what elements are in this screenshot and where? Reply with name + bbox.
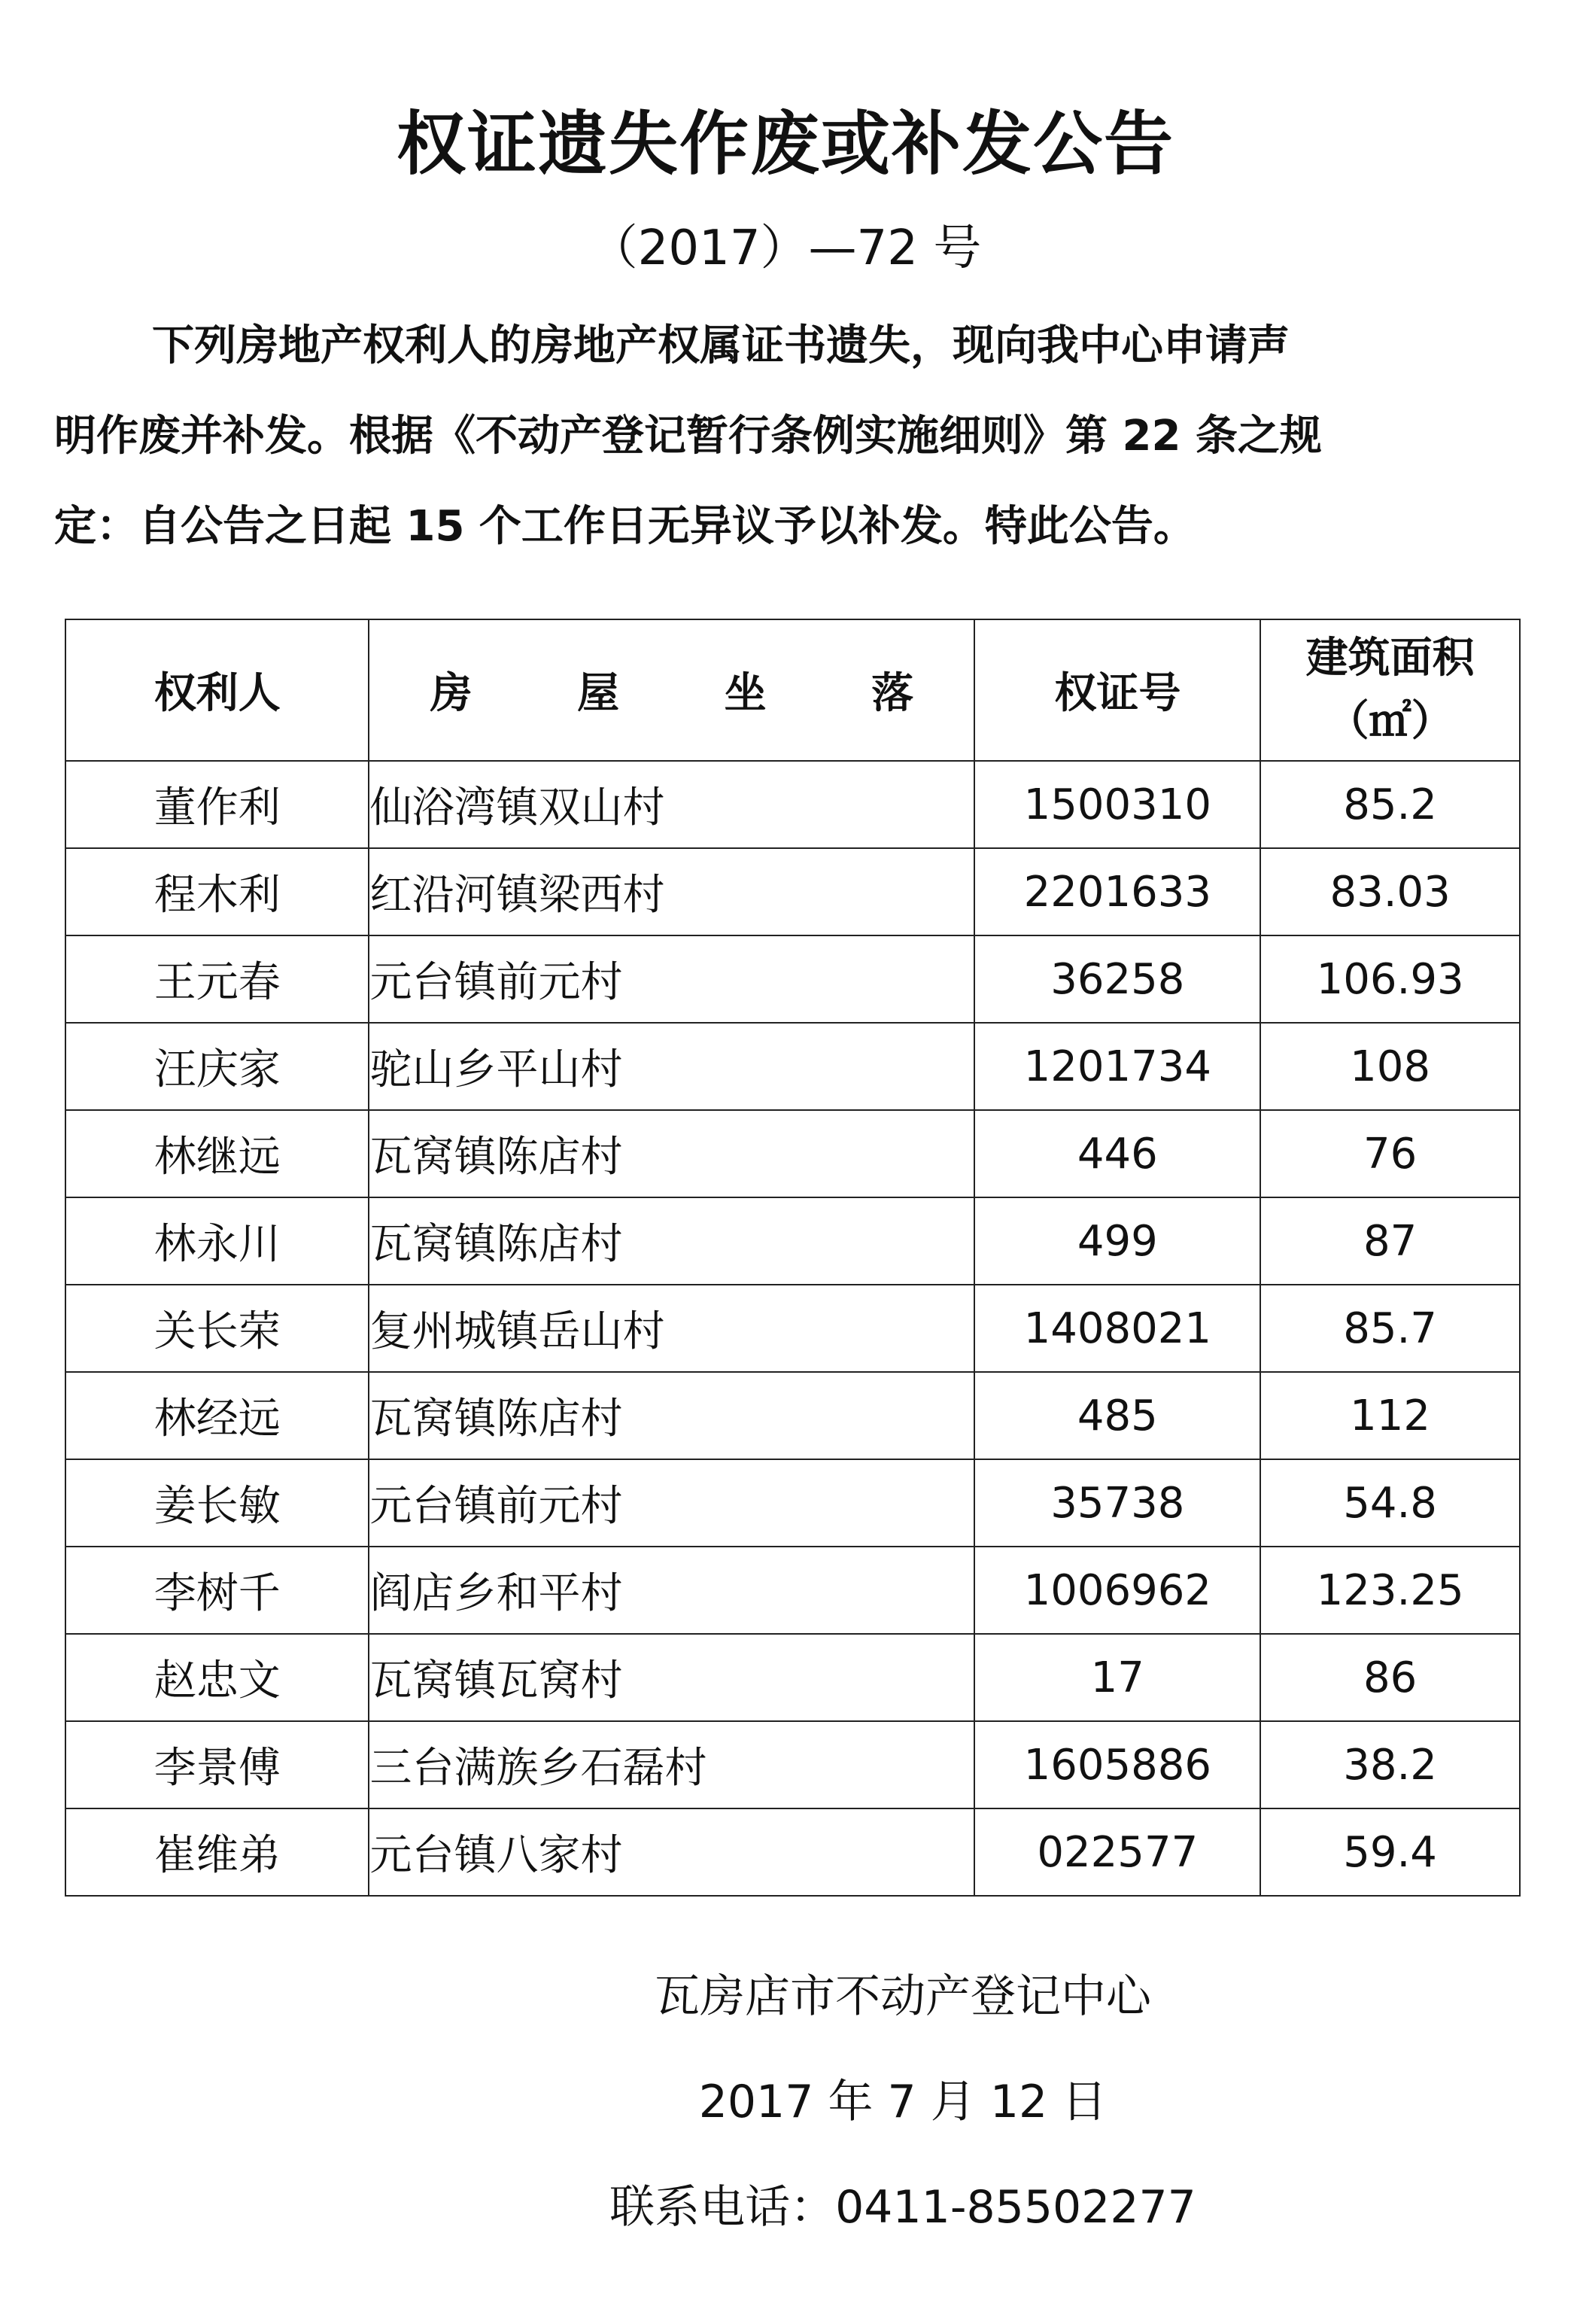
cell-cert: 36258 — [974, 935, 1260, 1023]
cell-area: 85.2 — [1260, 761, 1520, 848]
cell-owner: 王元春 — [65, 935, 369, 1023]
cell-address: 复州城镇岳山村 — [369, 1285, 974, 1372]
cell-address: 元台镇八家村 — [369, 1808, 974, 1896]
cell-address: 瓦窝镇陈店村 — [369, 1197, 974, 1285]
cell-cert: 1201734 — [974, 1023, 1260, 1110]
cell-cert: 446 — [974, 1110, 1260, 1197]
table-row — [65, 1285, 1520, 1372]
issuer-name: 瓦房店市不动产登记中心 — [655, 1970, 1151, 2023]
header-owner: 权利人 — [65, 619, 369, 761]
cell-area: 76 — [1260, 1110, 1520, 1197]
cell-owner: 关长荣 — [65, 1285, 369, 1372]
header-address-label: 房 屋 坐 落 — [430, 669, 959, 718]
cell-area: 59.4 — [1260, 1808, 1520, 1896]
intro-paragraph — [54, 301, 1529, 572]
cell-owner: 李树千 — [65, 1547, 369, 1634]
cell-cert: 1605886 — [974, 1721, 1260, 1808]
cell-address: 仙浴湾镇双山村 — [369, 761, 974, 848]
header-area — [1260, 619, 1520, 761]
cell-area: 123.25 — [1260, 1547, 1520, 1634]
cell-cert: 2201633 — [974, 848, 1260, 935]
table-row — [65, 761, 1520, 848]
cell-cert: 35738 — [974, 1459, 1260, 1547]
table-row — [65, 1459, 1520, 1547]
document-number: （2017）—72 号 — [589, 221, 982, 276]
intro-line-3: 定：自公告之日起 15 个工作日无异议予以补发。特此公告。 — [54, 502, 1196, 551]
cell-area: 108 — [1260, 1023, 1520, 1110]
cell-cert: 499 — [974, 1197, 1260, 1285]
cell-address: 瓦窝镇陈店村 — [369, 1110, 974, 1197]
issue-date: 2017 年 7 月 12 日 — [698, 2076, 1108, 2128]
records-table — [65, 619, 1521, 1897]
cell-area: 112 — [1260, 1372, 1520, 1459]
table-row — [65, 1023, 1520, 1110]
cell-owner: 董作利 — [65, 761, 369, 848]
cell-cert: 022577 — [974, 1808, 1260, 1896]
table-row — [65, 1110, 1520, 1197]
cell-owner: 汪庆家 — [65, 1023, 369, 1110]
cell-area: 86 — [1260, 1634, 1520, 1721]
cell-area: 85.7 — [1260, 1285, 1520, 1372]
cell-area: 87 — [1260, 1197, 1520, 1285]
cell-owner: 林永川 — [65, 1197, 369, 1285]
cell-address: 元台镇前元村 — [369, 935, 974, 1023]
cell-address: 瓦窝镇瓦窝村 — [369, 1634, 974, 1721]
table-row — [65, 1808, 1520, 1896]
header-area-line2: （㎡） — [1326, 697, 1454, 746]
cell-area: 38.2 — [1260, 1721, 1520, 1808]
intro-line-1: 下列房地产权利人的房地产权属证书遗失，现向我中心申请声 — [152, 321, 1290, 370]
cell-address: 元台镇前元村 — [369, 1459, 974, 1547]
cell-cert: 1500310 — [974, 761, 1260, 848]
cell-owner: 崔维弟 — [65, 1808, 369, 1896]
cell-owner: 赵忠文 — [65, 1634, 369, 1721]
table-row — [65, 935, 1520, 1023]
header-cert: 权证号 — [974, 619, 1260, 761]
contact-phone: 联系电话：0411-85502277 — [609, 2181, 1196, 2234]
cell-cert: 1006962 — [974, 1547, 1260, 1634]
table-row — [65, 1547, 1520, 1634]
table-row — [65, 848, 1520, 935]
cell-cert: 17 — [974, 1634, 1260, 1721]
table-row — [65, 1372, 1520, 1459]
table-body — [65, 761, 1520, 1896]
cell-address: 阎店乡和平村 — [369, 1547, 974, 1634]
cell-owner: 李景傅 — [65, 1721, 369, 1808]
cell-owner: 林经远 — [65, 1372, 369, 1459]
cell-cert: 485 — [974, 1372, 1260, 1459]
cell-address: 驼山乡平山村 — [369, 1023, 974, 1110]
cell-owner: 姜长敏 — [65, 1459, 369, 1547]
cell-area: 54.8 — [1260, 1459, 1520, 1547]
table-row — [65, 1197, 1520, 1285]
cell-address: 瓦窝镇陈店村 — [369, 1372, 974, 1459]
table-row — [65, 1721, 1520, 1808]
cell-owner: 林继远 — [65, 1110, 369, 1197]
cell-area: 106.93 — [1260, 935, 1520, 1023]
table-header-row — [65, 619, 1520, 761]
intro-line-2: 明作废并补发。根据《不动产登记暂行条例实施细则》第 22 条之规 — [54, 412, 1322, 461]
cell-address: 红沿河镇梁西村 — [369, 848, 974, 935]
table-row — [65, 1634, 1520, 1721]
cell-area: 83.03 — [1260, 848, 1520, 935]
header-area-line1: 建筑面积 — [1305, 634, 1475, 683]
cell-cert: 1408021 — [974, 1285, 1260, 1372]
cell-owner: 程木利 — [65, 848, 369, 935]
cell-address: 三台满族乡石磊村 — [369, 1721, 974, 1808]
header-address — [369, 619, 974, 761]
page-title: 权证遗失作废或补发公告 — [396, 104, 1174, 184]
